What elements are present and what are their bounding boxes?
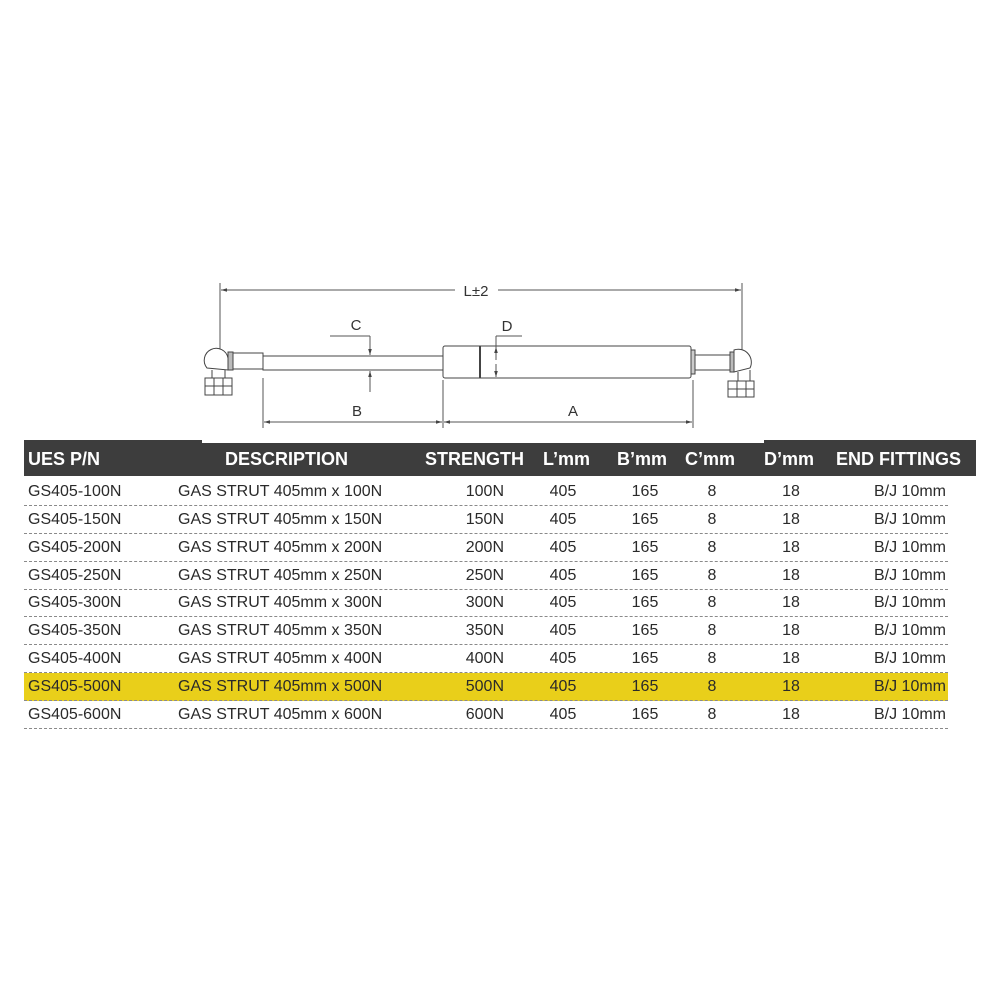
cell-d-mm: 18	[782, 594, 800, 611]
cell-end-fittings: B/J 10mm	[873, 622, 946, 639]
header-pn: UES P/N	[28, 449, 101, 469]
piston-rod	[263, 356, 443, 370]
cell-b-mm: 165	[631, 678, 659, 695]
cell-end-fittings: B/J 10mm	[873, 706, 946, 723]
table-row	[24, 617, 948, 645]
cell-strength: 400N	[465, 650, 504, 667]
cell-d-mm: 18	[782, 511, 800, 528]
cell-c-mm: 8	[707, 650, 717, 667]
header-c-mm: C’mm	[685, 449, 736, 469]
cell-c-mm: 8	[707, 539, 717, 556]
cell-pn: GS405-100N	[28, 483, 122, 500]
cell-b-mm: 165	[631, 539, 659, 556]
left-ball-joint	[204, 348, 263, 395]
header-l-mm: L’mm	[543, 449, 591, 469]
cell-pn: GS405-400N	[28, 650, 122, 667]
cell-description: GAS STRUT 405mm x 350N	[178, 622, 383, 639]
table-row	[24, 534, 948, 562]
table-row	[24, 645, 948, 673]
table-row	[24, 478, 948, 506]
cell-b-mm: 165	[631, 511, 659, 528]
cell-d-mm: 18	[782, 567, 800, 584]
cell-description: GAS STRUT 405mm x 200N	[178, 539, 383, 556]
gas-strut-drawing	[0, 0, 1000, 440]
cell-strength: 100N	[465, 483, 504, 500]
cell-end-fittings: B/J 10mm	[873, 511, 946, 528]
cell-l-mm: 405	[549, 706, 577, 723]
rod-diameter-label: C	[350, 317, 362, 334]
cell-d-mm: 18	[782, 539, 800, 556]
table-row	[24, 589, 948, 617]
cell-strength: 150N	[465, 511, 504, 528]
cell-c-mm: 8	[707, 622, 717, 639]
cell-description: GAS STRUT 405mm x 300N	[178, 594, 383, 611]
cell-description: GAS STRUT 405mm x 100N	[178, 483, 383, 500]
cell-strength: 600N	[465, 706, 504, 723]
cell-strength: 200N	[465, 539, 504, 556]
cell-l-mm: 405	[549, 594, 577, 611]
cell-l-mm: 405	[549, 539, 577, 556]
table-row	[24, 701, 948, 729]
cell-pn: GS405-600N	[28, 706, 122, 723]
cell-end-fittings: B/J 10mm	[873, 539, 946, 556]
table-header	[24, 443, 976, 476]
body-diameter-label: D	[501, 318, 513, 335]
table-row	[24, 506, 948, 534]
cell-d-mm: 18	[782, 483, 800, 500]
header-b-mm: B’mm	[617, 449, 668, 469]
cell-l-mm: 405	[549, 678, 577, 695]
cell-l-mm: 405	[549, 650, 577, 667]
cell-d-mm: 18	[782, 678, 800, 695]
cell-c-mm: 8	[707, 567, 717, 584]
cell-description: GAS STRUT 405mm x 250N	[178, 567, 383, 584]
cell-pn: GS405-500N	[28, 678, 122, 695]
cell-pn: GS405-300N	[28, 594, 122, 611]
header-end-fittings: END FITTINGS	[836, 449, 961, 469]
cell-c-mm: 8	[707, 594, 717, 611]
cell-d-mm: 18	[782, 706, 800, 723]
cell-d-mm: 18	[782, 622, 800, 639]
cell-b-mm: 165	[631, 622, 659, 639]
cell-c-mm: 8	[707, 483, 717, 500]
cell-l-mm: 405	[549, 511, 577, 528]
header-description: DESCRIPTION	[225, 449, 349, 469]
overall-length-label: L±2	[463, 283, 489, 300]
cell-b-mm: 165	[631, 567, 659, 584]
cell-end-fittings: B/J 10mm	[873, 678, 946, 695]
cell-d-mm: 18	[782, 650, 800, 667]
cell-pn: GS405-200N	[28, 539, 122, 556]
cell-c-mm: 8	[707, 706, 717, 723]
cell-c-mm: 8	[707, 511, 717, 528]
cell-description: GAS STRUT 405mm x 150N	[178, 511, 383, 528]
cell-description: GAS STRUT 405mm x 400N	[178, 650, 383, 667]
rod-length-label: B	[351, 403, 363, 420]
cell-b-mm: 165	[631, 706, 659, 723]
cell-end-fittings: B/J 10mm	[873, 567, 946, 584]
cell-pn: GS405-150N	[28, 511, 122, 528]
cell-description: GAS STRUT 405mm x 600N	[178, 706, 383, 723]
cell-l-mm: 405	[549, 622, 577, 639]
table-row	[24, 562, 948, 590]
cell-strength: 300N	[465, 594, 504, 611]
cell-b-mm: 165	[631, 650, 659, 667]
cell-end-fittings: B/J 10mm	[873, 483, 946, 500]
cell-b-mm: 165	[631, 594, 659, 611]
cell-l-mm: 405	[549, 567, 577, 584]
cell-c-mm: 8	[707, 678, 717, 695]
right-ball-joint	[695, 349, 754, 397]
header-strength: STRENGTH	[425, 449, 524, 469]
cell-l-mm: 405	[549, 483, 577, 500]
length-dimensions	[263, 378, 693, 428]
body-length-label: A	[567, 403, 579, 420]
cell-strength: 500N	[465, 678, 504, 695]
cell-b-mm: 165	[631, 483, 659, 500]
header-d-mm: D’mm	[764, 449, 815, 469]
cell-strength: 250N	[465, 567, 504, 584]
cell-description: GAS STRUT 405mm x 500N	[178, 678, 383, 695]
cylinder-body	[443, 346, 695, 378]
cell-pn: GS405-250N	[28, 567, 122, 584]
cell-strength: 350N	[465, 622, 504, 639]
table-row-highlighted	[24, 673, 948, 701]
cell-end-fittings: B/J 10mm	[873, 650, 946, 667]
cell-pn: GS405-350N	[28, 622, 122, 639]
cell-end-fittings: B/J 10mm	[873, 594, 946, 611]
